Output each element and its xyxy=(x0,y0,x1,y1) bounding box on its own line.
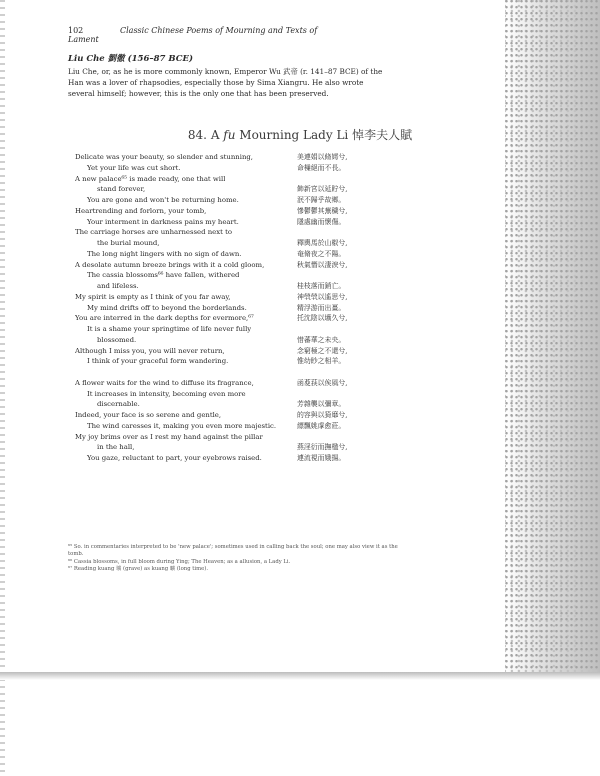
poem-line-english: Delicate was your beauty, so slender and stunning, xyxy=(75,153,253,161)
poem-line-chinese: 縹飄姚虖愈莊。 xyxy=(297,421,346,430)
poem-line-english: The wind caresses it, making you even more majestic. xyxy=(87,421,277,430)
poem-line-chinese xyxy=(297,432,375,443)
poem-line xyxy=(75,238,375,249)
poem-line-chinese: 秋氣憯以淒淚兮, xyxy=(297,260,348,269)
poem-line-english: blossomed. xyxy=(97,335,137,344)
poem-line-english: in the hall, xyxy=(97,443,135,452)
poet-heading: Liu Che 劉徹 (156–87 BCE) xyxy=(68,54,194,64)
page-number: 102 xyxy=(68,26,84,35)
poem-line-english: It is a shame your springtime of life never fully xyxy=(87,325,252,333)
poem-line-english: A flower waits for the wind to diffuse its fragrance, xyxy=(75,378,254,387)
poem-line-english: I think of your graceful form wandering. xyxy=(87,357,229,366)
poem-number: 84. xyxy=(187,128,207,142)
scan-shadow-bottom xyxy=(0,672,600,680)
poem-line-chinese: 命樔絕而不長。 xyxy=(297,163,346,172)
poem-line-english: My spirit is empty as I think of you far away, xyxy=(75,292,231,301)
poem-title-rest: Mourning Lady Li xyxy=(235,128,349,142)
scan-shadow-left xyxy=(0,0,5,776)
poem-line xyxy=(75,378,375,389)
poem-body xyxy=(75,152,375,464)
poem-line xyxy=(75,356,375,367)
poem-line-english: It increases in intensity, becoming even more xyxy=(87,389,246,398)
poem-line-chinese: 惟幼眇之相羊。 xyxy=(297,357,346,366)
stanza-break xyxy=(75,367,375,378)
poem-line-chinese: 釋輿馬於山椒兮, xyxy=(297,239,348,247)
poem-line xyxy=(75,421,375,432)
poem-line-chinese: 美連娟以脩嫮兮, xyxy=(297,153,348,161)
poem-line-english: My mind drifts off to beyond the borderlands. xyxy=(87,303,247,312)
poem-line-chinese: 桂枝落而銷亡。 xyxy=(297,282,346,290)
poem-line-english: A new palace⁶⁵ is made ready, one that will xyxy=(75,174,226,183)
poem-line-english: You are gone and won't be returning home. xyxy=(87,196,239,204)
poem-line-chinese: 芳雜襲以彌章。 xyxy=(297,400,346,409)
poem-line xyxy=(75,217,375,228)
poem-line-chinese: 函荾荴以俟風兮, xyxy=(297,378,348,387)
poem-line-english: Although I miss you, you will never return, xyxy=(75,346,225,355)
poem-line-english: Indeed, your face is so serene and gentle, xyxy=(75,411,222,419)
poem-line-chinese: 奄脩夜之不陽。 xyxy=(297,249,346,258)
poem-line xyxy=(75,389,375,400)
poem-title-prefix: A xyxy=(210,128,224,142)
poem-title-chinese: 悼李夫人賦 xyxy=(352,128,413,142)
poem-line-chinese xyxy=(297,389,375,400)
poem-line-chinese: 泯不歸乎故鄉。 xyxy=(297,196,346,204)
poem-line xyxy=(75,442,375,453)
poem-line xyxy=(75,313,375,324)
poem-line xyxy=(75,206,375,217)
poem-line-chinese xyxy=(297,227,375,238)
poem-line-chinese: 惜蕃華之未央。 xyxy=(297,335,346,344)
poem-line-chinese: 燕淫衍而撫楹兮, xyxy=(297,443,348,452)
poem-line-chinese: 慘鬱鬱其蕪穢兮, xyxy=(297,206,348,215)
poem-line xyxy=(75,432,375,443)
poem-line xyxy=(75,335,375,346)
footnote-65: ⁶⁵ So. in commentaries interpreted to be 'new palace'; sometimes used in calling back the soul; one may also view it as the tomb. xyxy=(68,544,398,558)
poem-line xyxy=(75,303,375,314)
poem-line-english: the burial mound, xyxy=(97,239,160,247)
poem-line xyxy=(75,399,375,410)
running-title: Classic Chinese Poems of Mourning and Texts of Lament xyxy=(68,26,318,44)
poem-line-chinese xyxy=(297,270,375,281)
poem-line-english: Yet your life was cut short. xyxy=(87,163,181,172)
poem-line-chinese: 托沈陰以壙久兮, xyxy=(297,314,348,323)
poem-line xyxy=(75,292,375,303)
poem-line-english: A desolate autumn breeze brings with it a cold gloom, xyxy=(75,260,265,269)
poem-line-chinese: 的容與以猗靡兮, xyxy=(297,411,348,419)
poem-line-english: My joy brims over as I rest my hand against the pillar xyxy=(75,432,263,441)
poem-line xyxy=(75,249,375,260)
poem-line-english: and lifeless. xyxy=(97,282,139,290)
poem-line-chinese: 隱處幽而懷傷。 xyxy=(297,217,346,226)
poem-line xyxy=(75,281,375,292)
poem-line-chinese: 精浮游而出畺。 xyxy=(297,303,346,312)
poem-line-english: The long night lingers with no sign of dawn. xyxy=(87,249,242,258)
poem-line-chinese: 神煢煢以遙思兮, xyxy=(297,292,348,301)
poem-line xyxy=(75,174,375,185)
poem-line xyxy=(75,270,375,281)
poem-line-chinese: 飾新宮以延貯兮, xyxy=(297,185,348,194)
poem-line-english: You are interred in the dark depths for evermore,⁶⁷ xyxy=(75,314,254,323)
poem-line-chinese xyxy=(297,174,375,185)
poem-line-chinese: 連流視而娥揚。 xyxy=(297,454,346,462)
intro-paragraph: Liu Che, or, as he is more commonly known, Emperor Wu 武帝 (r. 141–87 BCE) of the Han was a lover of rhapsodies, especially those by Sima Xiangru. He also wrote several himself; however, this is the only one that has been preserved. xyxy=(68,67,383,98)
footnote-67: ⁶⁷ Reading kuang 壙 (grave) as kuang 曠 (long time). xyxy=(68,565,209,572)
scan-shadow-right xyxy=(505,0,600,680)
poem-line-english: Your interment in darkness pains my heart. xyxy=(87,217,239,226)
poem-line-chinese xyxy=(297,324,375,335)
poem-title-italic: fu xyxy=(223,128,236,142)
poem-line xyxy=(75,152,375,163)
poem-line-english: stand forever, xyxy=(97,185,146,194)
poem-line xyxy=(75,163,375,174)
poem-line xyxy=(75,453,375,464)
poem-line-english: You gaze, reluctant to part, your eyebrows raised. xyxy=(87,454,262,462)
poem-line-english: The carriage horses are unharnessed next to xyxy=(75,228,233,237)
poem-line xyxy=(75,324,375,335)
poem-line-english: discernable. xyxy=(97,400,140,409)
running-header xyxy=(68,26,348,44)
poem-line xyxy=(75,227,375,238)
poem-line xyxy=(75,346,375,357)
footnote-66: ⁶⁶ Cassia blossoms, in full bloom during Ying; The Heaven; as a allusion, a Lady Li. xyxy=(68,558,291,565)
poem-line xyxy=(75,184,375,195)
poem-title xyxy=(0,126,600,143)
poem-line-english: The cassia blossoms⁶⁶ have fallen, withered xyxy=(87,271,240,280)
poem-line-chinese: 念窮極之不還兮, xyxy=(297,346,348,355)
footnotes xyxy=(68,544,398,573)
poem-line xyxy=(75,195,375,206)
poem-line-english: Heartrending and forlorn, your tomb, xyxy=(75,206,207,215)
poem-line xyxy=(75,410,375,421)
poem-line xyxy=(75,260,375,271)
